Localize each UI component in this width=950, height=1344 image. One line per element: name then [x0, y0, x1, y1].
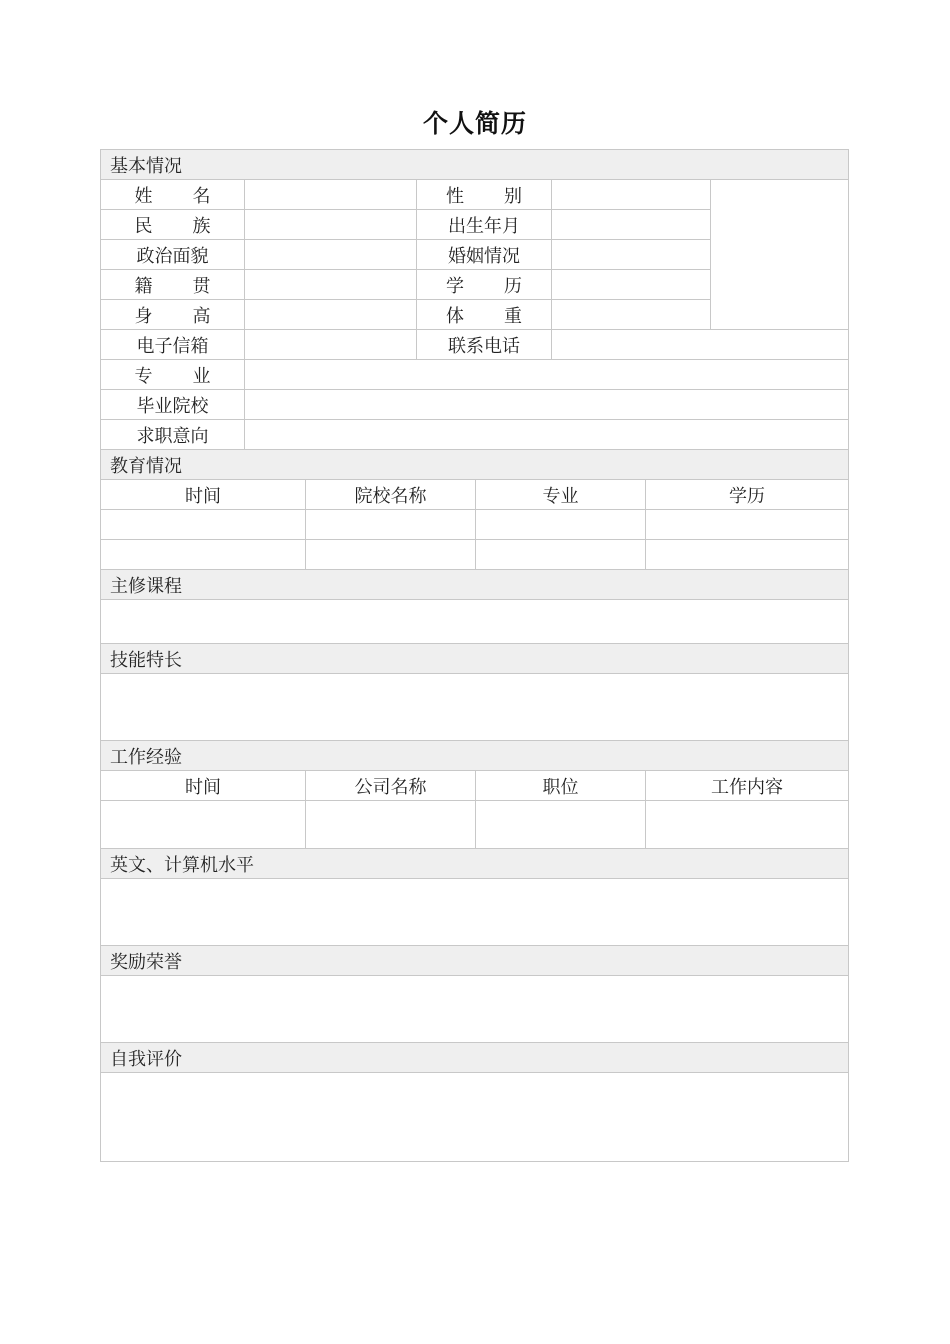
edu-col-time: 时间 — [101, 480, 306, 510]
edu-cell[interactable] — [306, 540, 476, 570]
field-birth[interactable] — [552, 210, 711, 240]
field-gender[interactable] — [552, 180, 711, 210]
work-cell[interactable] — [646, 801, 849, 849]
section-work-header: 工作经验 — [101, 741, 849, 771]
edu-cell[interactable] — [101, 510, 306, 540]
edu-col-school: 院校名称 — [306, 480, 476, 510]
label-native: 籍 贯 — [101, 270, 245, 300]
work-col-duties: 工作内容 — [646, 771, 849, 801]
field-weight[interactable] — [552, 300, 711, 330]
edu-cell[interactable] — [476, 510, 646, 540]
edu-cell[interactable] — [306, 510, 476, 540]
field-school[interactable] — [245, 390, 849, 420]
section-basic-header: 基本情况 — [101, 150, 849, 180]
section-awards-header: 奖励荣誉 — [101, 946, 849, 976]
field-major[interactable] — [245, 360, 849, 390]
edu-cell[interactable] — [646, 540, 849, 570]
section-skills-header: 技能特长 — [101, 644, 849, 674]
field-degree[interactable] — [552, 270, 711, 300]
field-height[interactable] — [245, 300, 417, 330]
work-cell[interactable] — [476, 801, 646, 849]
section-self-header: 自我评价 — [101, 1043, 849, 1073]
label-weight: 体 重 — [417, 300, 552, 330]
section-language-header: 英文、计算机水平 — [101, 849, 849, 879]
page-title: 个人简历 — [422, 109, 527, 138]
field-name[interactable] — [245, 180, 417, 210]
edu-cell[interactable] — [646, 510, 849, 540]
edu-row — [101, 510, 849, 540]
edu-cell[interactable] — [476, 540, 646, 570]
edu-cell[interactable] — [101, 540, 306, 570]
label-height: 身 高 — [101, 300, 245, 330]
resume-table — [100, 149, 849, 1162]
work-col-time: 时间 — [101, 771, 306, 801]
label-major: 专 业 — [101, 360, 245, 390]
label-birth: 出生年月 — [417, 210, 552, 240]
label-email: 电子信箱 — [101, 330, 245, 360]
work-col-position: 职位 — [476, 771, 646, 801]
label-school: 毕业院校 — [101, 390, 245, 420]
work-cell[interactable] — [306, 801, 476, 849]
label-phone: 联系电话 — [417, 330, 552, 360]
work-row — [101, 801, 849, 849]
label-name: 姓 名 — [101, 180, 245, 210]
field-email[interactable] — [245, 330, 417, 360]
edu-row — [101, 540, 849, 570]
label-ethnicity: 民 族 — [101, 210, 245, 240]
label-marital: 婚姻情况 — [417, 240, 552, 270]
work-col-company: 公司名称 — [306, 771, 476, 801]
field-marital[interactable] — [552, 240, 711, 270]
field-phone[interactable] — [552, 330, 849, 360]
label-gender: 性 别 — [417, 180, 552, 210]
awards-content[interactable] — [101, 976, 849, 1043]
language-content[interactable] — [101, 879, 849, 946]
field-intention[interactable] — [245, 420, 849, 450]
field-political[interactable] — [245, 240, 417, 270]
self-content[interactable] — [101, 1073, 849, 1162]
edu-col-major: 专业 — [476, 480, 646, 510]
edu-col-degree: 学历 — [646, 480, 849, 510]
courses-content[interactable] — [101, 600, 849, 644]
work-cell[interactable] — [101, 801, 306, 849]
section-education-header: 教育情况 — [101, 450, 849, 480]
field-native[interactable] — [245, 270, 417, 300]
field-ethnicity[interactable] — [245, 210, 417, 240]
photo-cell[interactable] — [711, 180, 849, 330]
label-degree: 学 历 — [417, 270, 552, 300]
label-intention: 求职意向 — [101, 420, 245, 450]
label-political: 政治面貌 — [101, 240, 245, 270]
section-courses-header: 主修课程 — [101, 570, 849, 600]
skills-content[interactable] — [101, 674, 849, 741]
